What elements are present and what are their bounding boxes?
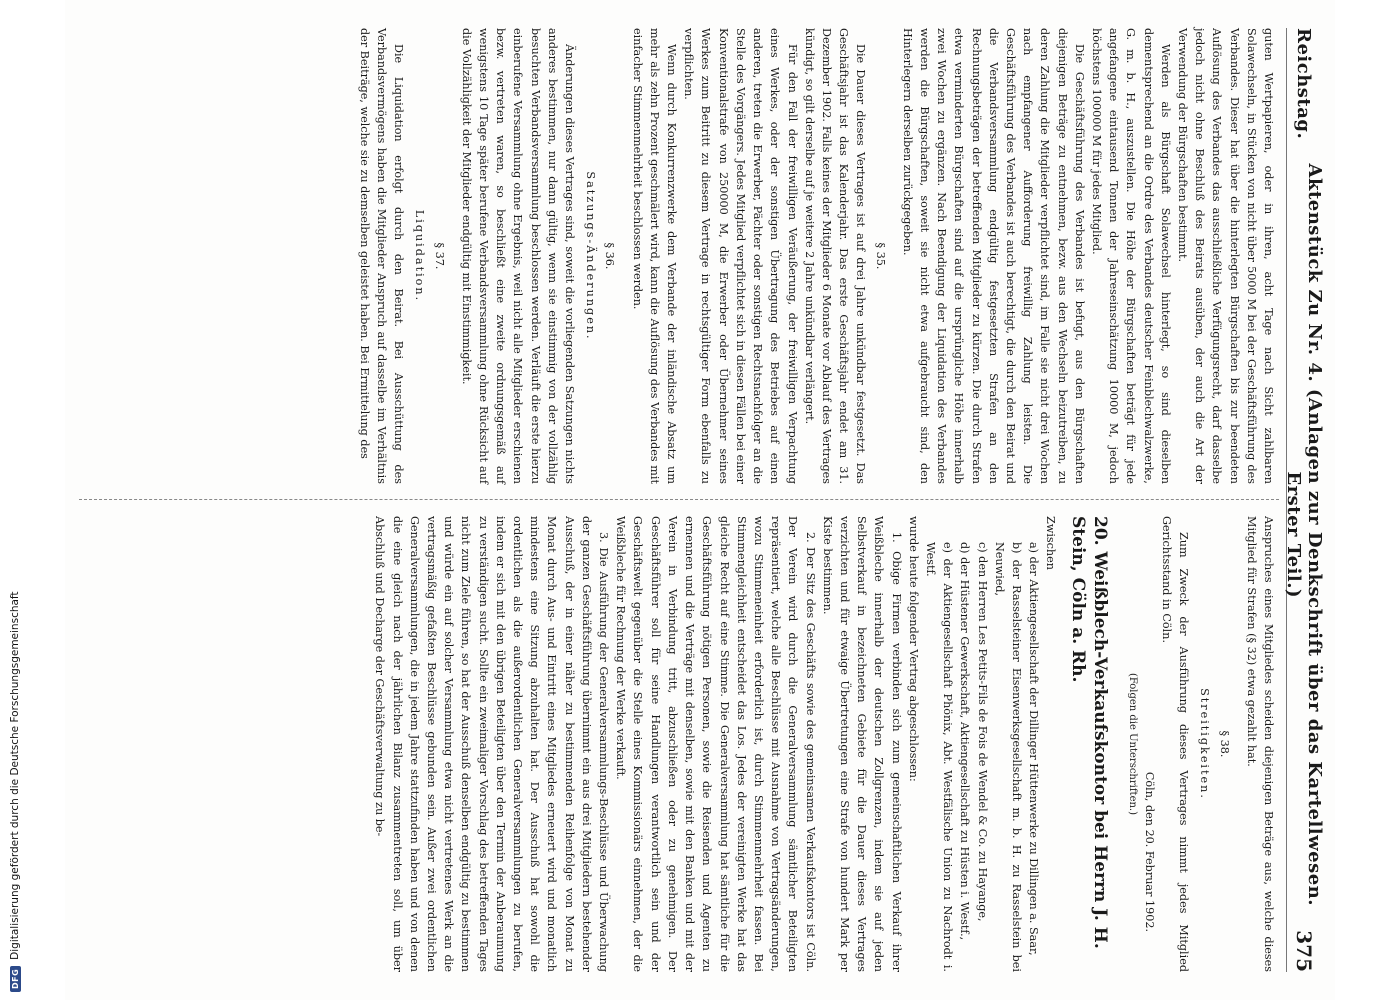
rotated-sheet xyxy=(65,0,1335,1000)
paragraph: 2. Der Sitz des Geschäfts sowie des gemeinsamen Verkaufskontors ist Cöln. Der Verein wird durch die Generalversammlung sämtlicher Beteiligten repräsentiert, welche alle Beschlüsse mit Ausnahme von Vertragsänderungen, wozu Stimmeneinheit erforderlich ist, durch Stimmenmehrheit fassen. Bei Stimmengleichheit entscheidet das Los. Jedes der vereinigten Werke hat das gleiche Recht auf eine Stimme. Die Generalversammlung hat sämtliche für die Geschäftsführung nötigen Personen, sowie die Reisenden und Agenten zu ernennen und die Verträge mit denselben, sowie mit den Banken und mit der Verein in Verbindung tritt, abzuschließen oder zu genehmigen. Der Geschäftsführer soll für seine Handlungen verantwortlich sein und der Geschäftswelt gegenüber die Stelle eines Kommissionärs einnehmen, der die Weißbleche für Rechnung der Werke verkauft. xyxy=(614,516,817,972)
paragraph: 3. Die Ausführung der Generalversammlungs-Beschlüsse und Überwachung der ganzen Geschäftsführung übernimmt ein aus drei Mitgliedern bestehender Ausschuß, der in einer näher zu bestimmenden Reihenfolge von Monat zu Monat durch Aus- und Eintritt eines Mitgliedes erneuert wird und monatlich mindestens eine Sitzung abzuhalten hat. Der Ausschuß hat sowohl die ordentlichen als die außerordentlichen Generalversammlungen zu berufen, indem er sich mit den übrigen Beteiligten über den Termin der Anberaumung zu verständigen sucht. Sollte ein zweimaliger Vorschlag des betreffenden Tages nicht zum Ziele führen, so hat der Ausschuß denselben endgültig zu bestimmen und würde ein auf solcher Versammlung etwa nicht vertretenes Werk an die vertragsmäßig gefaßten Beschlüsse gebunden sein. Außer zwei ordentlichen Generalversammlungen, die in jedem Jahre stattzufinden haben und von denen die eine gleich nach der jährlichen Bilanz zusammentreten soll, um über Abschluß und Decharge der Geschäftsverwaltung zu be- xyxy=(373,516,611,972)
column-divider xyxy=(79,499,1279,500)
list-item: e) der Aktiengesellschaft Phönix, Abt. Westfälische Union zu Nachrodt i. Westf. xyxy=(923,542,955,972)
paragraph: Zum Zweck der Ausführung dieses Vertrages nimmt jedes Mitglied Gerichtsstand in Cöln. xyxy=(1159,516,1191,972)
page-number: 375 xyxy=(1292,930,1316,972)
dfg-logo-icon: DFG xyxy=(10,966,21,992)
section-heading: 20. Weißblech-Verkaufskontor bei Herrn J. H. Stein, Cöln a. Rh. xyxy=(1068,516,1111,949)
paragraph: wurde heute folgender Vertrag abgeschlossen: xyxy=(906,516,920,782)
section-title: Liquidation. xyxy=(413,209,427,303)
sidebar-credit xyxy=(9,591,21,992)
section-title: Satzungs-Änderungen. xyxy=(584,171,598,341)
paragraph: Die Dauer dieses Vertrages ist auf drei Jahre unkündbar festgesetzt. Das Geschäftsjahr ist das Kalenderjahr. Das erste Geschäftsjahr endet am 31. Dezember 1902. Falls keines der Mitglieder 6 Monate vor Ablauf des Vertrages kündigt, so gilt derselbe auf je weitere 2 Jahre unkündbar verlängert. xyxy=(802,28,868,484)
list-item: d) der Hüstener Gewerkschaft, Aktiengesellschaft zu Hüsten i. Westf., xyxy=(958,542,972,941)
place-date: Cöln, den 20. Februar 1902. xyxy=(1142,771,1156,932)
parties-list xyxy=(922,516,1042,972)
left-column xyxy=(87,28,1277,484)
paragraph: Änderungen dieses Vertrages sind, soweit die vorliegenden Satzungen nichts anderes bestimmen, nur dann gültig, wenn sie einstimmig von der vollzählig besuchten Verbandsversammlung beschlossen werden. Verläuft die erste hierzu einberufene Versammlung ohne Ergebnis, weil nicht alle Mitglieder erschienen bezw. vertreten waren, so beschließt eine zweite ordnungsgemäß auf wenigstens 10 Tage später berufene Verbandsversammlung ohne Rücksicht auf die Vollzähligkeit der Mitglieder endgültig mit Einstimmigkeit. xyxy=(459,28,577,484)
list-item: a) der Aktiengesellschaft der Dillinger Hüttenwerke zu Dillingen a. Saar, xyxy=(1027,542,1041,956)
section-title: Streitigkeiten. xyxy=(1198,688,1212,800)
funding-credit: Digitalisierung gefördert durch die Deutsche Forschungsgemeinschaft xyxy=(9,591,21,960)
section-number: § 38. xyxy=(1217,730,1231,758)
list-item: b) der Rasselsteiner Eisenwerksgesellschaft m. b. H. zu Rasselstein bei Neuwied, xyxy=(992,542,1023,972)
section-number: § 36. xyxy=(603,242,617,270)
document-page xyxy=(65,0,1335,1000)
paragraph: 1. Obige Firmen verbinden sich zum gemeinschaftlichen Verkauf ihrer Weißbleche innerhalb der deutschen Zollgrenzen, indem sie auf jeden Selbstverkauf in bezeichneten Gebiete für die Dauer dieses Vertrages verzichten und für etwaige Übertretungen eine Strafe von hundert Mark per Kiste bestimmen. xyxy=(820,516,903,972)
header-title: Aktenstück Zu Nr. 4. (Anlagen zur Denkschrift über das Kartellwesen. Erster Teil.) xyxy=(1283,163,1325,907)
page-header xyxy=(1283,28,1325,972)
section-number: § 35. xyxy=(873,242,887,270)
signatures-note: (Folgen die Unterschriften.) xyxy=(1126,672,1138,816)
header-left: Reichstag. xyxy=(1293,28,1315,140)
paragraph: Zwischen xyxy=(1044,516,1058,570)
list-item: c) den Herren Les Petits-Fils de Fois de Wendel & Co. zu Hayange, xyxy=(975,542,989,922)
paragraph: guten Wertpapieren, oder in ihren, acht Tage nach Sicht zahlbaren Solawechseln, in Stücken von nicht über 5000 M bei der Geschäftsführung des Verbandes. Dieser hat über die hinterlegten Bürgschaften bis zur beendeten Auflösung des Verbandes das ausschließliche Verfügungsrecht, darf dasselbe jedoch nicht ohne Beschluß des Beirats ausüben, der auch die Art der Verwendung der Bürgschaften bestimmt. xyxy=(1175,28,1275,484)
paragraph: Anspruches eines Mitgliedes scheiden diejenigen Beträge aus, welche dieses Mitglied für Strafen (§ 32) etwa gezahlt hat. xyxy=(1244,516,1275,972)
sidebar xyxy=(0,0,21,1000)
paragraph: Werden als Bürgschaft Solawechsel hinterlegt, so sind dieselben dementsprechend an die Ordre des Verbandes deutscher Feinblechwalzwerke, G. m. b. H., auszustellen. Die Höhe der Bürgschaften beträgt für jede angefangene eintausend Tonnen der Jahreseinschätzung 10000 M, jedoch höchstens 100000 M für jedes Mitglied. xyxy=(1089,28,1172,484)
right-column xyxy=(87,516,1277,972)
paragraph: Die Liquidation erfolgt durch den Beirat. Bei Ausschüttung des Verbandsvermögens haben die Mitglieder Anspruch auf dasselbe im Verhältnis der Beiträge, welche sie zu demselben geleistet haben. Bei Ermittelung des xyxy=(357,28,406,484)
paragraph: Für den Fall der freiwilligen Veräußerung, der freiwilligen Verpachtung eines Werkes, oder der sonstigen Übertragung des Betriebes auf einen anderen, treten die Erwerber, Pächter oder sonstigen Rechtsnachfolger an die Stelle des Vorgängers. Jedes Mitglied verpflichtet sich in diesen Fällen bei einer Konventionalstrafe von 250000 M, die Erwerber oder Übernehmer seines Werkes zum Beitritt zu diesem Vertrage in rechtsgültiger Form ebenfalls zu verpflichten. xyxy=(682,28,799,484)
section-number: § 37. xyxy=(432,242,446,270)
paragraph: Die Geschäftsführung des Verbandes ist befugt, aus den Bürgschaften diejenigen Beträge zu entnehmen, bezw. aus den Wechseln beizutreiben, zu deren Zahlung die Mitglieder verpflichtet sind, im Falle sie nicht drei Wochen nach empfangener Aufforderung freiwillig Zahlung leisten. Die Geschäftsführung des Verbandes ist auch berechtigt, die durch den Beirat und die Verbandsversammlung endgültig festgesetzten Strafen an den Rechnungsbeträgen der betreffenden Mitglieder zu kürzen. Die durch Strafen etwa verminderten Bürgschaften sind auf die ursprüngliche Höhe innerhalb zwei Wochen zu ergänzen. Nach Beendigung der Liquidation des Verbandes werden die Bürgschaften, soweit sie nicht etwa aufgebraucht sind, den Hinterlegern derselben zurückgegeben. xyxy=(900,28,1086,484)
paragraph: Wenn durch Konkurrenzwerke dem Verbande der inländische Absatz um mehr als zehn Prozent geschmälert wird, kann die Auflösung des Verbandes mit einfacher Stimmenmehrheit beschlossen werden. xyxy=(630,28,679,484)
